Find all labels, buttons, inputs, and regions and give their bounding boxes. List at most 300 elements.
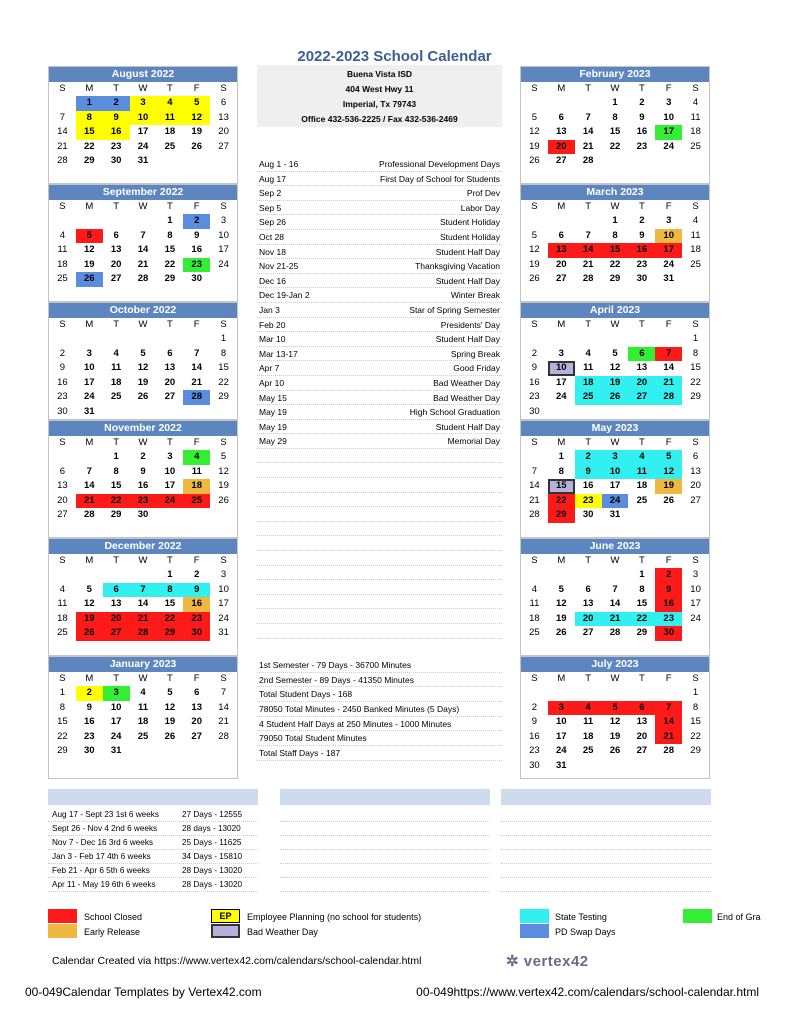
day-cell: 25 <box>582 745 594 757</box>
logo-icon: ✲ <box>506 953 524 970</box>
day-cell: 17 <box>137 126 149 138</box>
day-cell: 3 <box>103 686 130 701</box>
day-cell: 13 <box>191 701 202 713</box>
day-cell: 26 <box>529 155 540 167</box>
day-cell: 7 <box>220 687 227 698</box>
day-cell: 12 <box>218 465 229 477</box>
day-cell: 10 <box>602 465 629 480</box>
day-cell: 18 <box>636 480 648 492</box>
day-cell: 4 <box>575 701 602 716</box>
event-row <box>257 172 502 187</box>
month-grid <box>49 436 237 523</box>
blank-line <box>280 836 490 850</box>
weekday-label: F <box>665 437 672 448</box>
day-cell: 31 <box>137 155 149 167</box>
weekday-label: F <box>665 555 672 566</box>
day-cell: 8 <box>612 111 618 123</box>
day-cell: 8 <box>220 347 227 359</box>
day-cell: 4 <box>692 215 699 226</box>
weekday-label: F <box>193 83 200 94</box>
blank-line <box>257 566 502 581</box>
empty-cell <box>49 214 76 229</box>
day-cell: 23 <box>636 258 648 270</box>
day-cell: 18 <box>137 716 149 728</box>
event-desc: Student Holiday <box>439 217 500 228</box>
event-desc: Memorial Day <box>447 436 500 447</box>
day-cell: 13 <box>582 598 594 610</box>
day-cell: 26 <box>137 391 149 403</box>
weekday-label: M <box>85 201 94 212</box>
weekday-label: S <box>59 673 66 684</box>
day-cell: 17 <box>555 730 567 742</box>
day-cell: 29 <box>110 509 122 521</box>
day-cell: 5 <box>531 229 538 241</box>
legend-testing-label: State Testing <box>555 912 607 922</box>
day-cell: 15 <box>76 125 103 140</box>
day-cell: 6 <box>558 229 564 241</box>
day-cell: 30 <box>57 405 68 417</box>
day-cell: 21 <box>529 494 540 506</box>
day-cell: 4 <box>156 96 183 111</box>
day-cell: 27 <box>582 627 594 639</box>
period-row <box>48 808 258 822</box>
weekday-label: M <box>85 83 94 94</box>
weekday-label: M <box>557 319 566 330</box>
day-cell: 29 <box>690 745 701 757</box>
weekday-label: S <box>220 673 227 684</box>
blank-line <box>257 595 502 610</box>
weekday-label: T <box>166 83 173 94</box>
day-cell: 30 <box>183 626 210 641</box>
day-cell: 3 <box>558 347 564 359</box>
period-row <box>48 864 258 878</box>
empty-cell <box>49 332 76 347</box>
day-cell: 3 <box>548 701 575 716</box>
event-desc: Thanksgiving Vacation <box>415 261 500 272</box>
event-row <box>257 157 502 172</box>
event-date: May 29 <box>259 436 287 447</box>
day-cell: 26 <box>602 390 629 405</box>
weekday-label: S <box>531 437 538 448</box>
event-row <box>257 259 502 274</box>
empty-cell <box>521 568 548 583</box>
day-cell: 14 <box>575 243 602 258</box>
day-cell: 12 <box>609 362 621 374</box>
weekday-label: M <box>85 673 94 684</box>
event-date: Mar 13-17 <box>259 348 298 359</box>
day-cell: 25 <box>636 494 648 506</box>
empty-cell <box>575 214 602 229</box>
weekday-label: W <box>138 319 148 330</box>
day-cell: 6 <box>692 451 699 462</box>
month-september-2022 <box>48 184 238 302</box>
weekday-label: W <box>138 555 148 566</box>
weekday-label: S <box>220 83 227 94</box>
day-cell: 4 <box>585 347 591 359</box>
event-date: Sep 2 <box>259 188 282 199</box>
day-cell: 6 <box>220 97 227 108</box>
weekday-label: T <box>113 673 120 684</box>
legend-end-swatch <box>683 909 712 923</box>
day-cell: 12 <box>164 701 176 713</box>
day-cell: 30 <box>110 155 122 167</box>
weekday-label: M <box>557 437 566 448</box>
weekday-label: S <box>531 83 538 94</box>
day-cell: 1 <box>220 333 227 344</box>
day-cell: 18 <box>529 612 540 624</box>
day-cell: 24 <box>555 391 567 403</box>
month-july-2023 <box>520 656 710 779</box>
event-desc: High School Graduation <box>409 407 500 418</box>
day-cell: 13 <box>110 244 122 256</box>
day-cell: 22 <box>218 376 229 388</box>
day-cell: 12 <box>183 111 210 126</box>
day-cell: 20 <box>218 126 229 138</box>
day-cell: 23 <box>130 494 157 509</box>
event-desc: Spring Break <box>450 348 500 359</box>
period-range: Nov 7 - Dec 16 3rd 6 weeks <box>52 838 154 847</box>
day-cell: 31 <box>663 273 674 285</box>
day-cell: 28 <box>218 730 229 742</box>
day-cell: 14 <box>655 715 682 730</box>
day-cell: 15 <box>110 480 122 492</box>
day-cell: 29 <box>609 273 621 285</box>
legend-closed-label: School Closed <box>84 912 143 922</box>
day-cell: 19 <box>529 140 540 152</box>
blank-line <box>501 808 711 822</box>
weekday-label: M <box>85 555 94 566</box>
weekday-label: T <box>166 555 173 566</box>
weekday-label: W <box>138 437 148 448</box>
day-cell: 27 <box>110 273 122 285</box>
weekday-label: F <box>193 319 200 330</box>
event-date: Apr 7 <box>259 363 280 374</box>
event-date: Aug 17 <box>259 173 286 184</box>
day-cell: 3 <box>167 451 173 462</box>
day-cell: 7 <box>612 583 618 595</box>
weekday-label: S <box>692 83 699 94</box>
stat-row: 2nd Semester - 89 Days - 41350 Minutes <box>257 673 502 688</box>
legend-pdswap-swatch <box>520 924 549 938</box>
day-cell: 16 <box>137 480 149 492</box>
weekday-label: M <box>85 319 94 330</box>
day-cell: 7 <box>140 229 146 241</box>
period-days: 34 Days - 15810 <box>182 852 243 861</box>
day-cell: 20 <box>555 258 567 270</box>
blank-header-bar-2 <box>501 789 711 805</box>
weekday-label: T <box>585 83 592 94</box>
day-cell: 12 <box>555 598 567 610</box>
legend-closed-swatch <box>48 909 77 923</box>
day-cell: 24 <box>110 730 122 742</box>
month-header: August 2022 <box>49 67 237 82</box>
day-cell: 24 <box>218 612 229 624</box>
empty-cell <box>130 568 157 583</box>
periods-header-bar <box>48 789 258 805</box>
day-cell: 19 <box>191 126 202 138</box>
day-cell: 4 <box>692 97 699 108</box>
day-cell: 5 <box>76 229 103 244</box>
blank-line <box>257 522 502 537</box>
day-cell: 22 <box>609 140 621 152</box>
day-cell: 9 <box>103 111 130 126</box>
month-grid <box>49 672 237 759</box>
day-cell: 3 <box>220 569 227 580</box>
month-october-2022 <box>48 302 238 420</box>
weekday-label: S <box>531 555 538 566</box>
period-days: 28 days - 13020 <box>182 824 241 833</box>
day-cell: 15 <box>609 126 621 138</box>
day-cell: 15 <box>690 362 701 374</box>
blank-line <box>501 864 711 878</box>
day-cell: 11 <box>137 701 149 713</box>
day-cell: 6 <box>103 583 130 598</box>
month-header: February 2023 <box>521 67 709 82</box>
empty-cell <box>655 332 682 347</box>
day-cell: 2 <box>655 568 682 583</box>
blank-line <box>501 850 711 864</box>
event-date: May 19 <box>259 407 287 418</box>
period-days: 27 Days - 12555 <box>182 810 243 819</box>
period-days: 28 Days - 13020 <box>182 880 243 889</box>
empty-cell <box>103 568 130 583</box>
day-cell: 21 <box>655 730 682 745</box>
weekday-label: S <box>59 83 66 94</box>
empty-cell <box>49 96 76 111</box>
day-cell: 2 <box>531 347 538 359</box>
day-cell: 6 <box>59 465 66 477</box>
day-cell: 27 <box>164 391 176 403</box>
blank-line <box>257 507 502 522</box>
day-cell: 16 <box>636 126 648 138</box>
weekday-label: S <box>220 319 227 330</box>
day-cell: 14 <box>663 362 674 374</box>
district-name: Buena Vista ISD <box>346 69 413 79</box>
day-cell: 15 <box>690 716 701 728</box>
empty-cell <box>655 686 682 701</box>
month-april-2023 <box>520 302 710 420</box>
month-header: October 2022 <box>49 303 237 318</box>
day-cell: 13 <box>690 465 701 477</box>
day-cell: 24 <box>602 494 629 509</box>
weekday-label: M <box>557 673 566 684</box>
day-cell: 16 <box>655 597 682 612</box>
day-cell: 19 <box>76 612 103 627</box>
month-grid <box>521 318 709 420</box>
day-cell: 24 <box>156 494 183 509</box>
weekday-label: T <box>113 437 120 448</box>
day-cell: 29 <box>636 627 648 639</box>
day-cell: 28 <box>137 273 149 285</box>
day-cell: 30 <box>582 509 594 521</box>
empty-cell <box>575 568 602 583</box>
day-cell: 27 <box>636 745 648 757</box>
day-cell: 19 <box>164 716 176 728</box>
blank-line <box>257 624 502 639</box>
day-cell: 22 <box>548 494 575 509</box>
day-cell: 29 <box>548 508 575 523</box>
day-cell: 8 <box>156 583 183 598</box>
day-cell: 15 <box>636 598 648 610</box>
weekday-label: W <box>610 437 620 448</box>
day-cell: 5 <box>558 583 564 595</box>
day-cell: 19 <box>137 376 149 388</box>
day-cell: 24 <box>218 258 229 270</box>
day-cell: 14 <box>137 244 149 256</box>
blank-line <box>280 878 490 892</box>
weekday-label: S <box>220 201 227 212</box>
event-row <box>257 361 502 376</box>
event-date: Mar 10 <box>259 334 286 345</box>
period-range: Apr 11 - May 19 6th 6 weeks <box>52 880 156 889</box>
day-cell: 10 <box>548 361 575 376</box>
day-cell: 7 <box>59 111 66 123</box>
event-date: Apr 10 <box>259 377 285 388</box>
day-cell: 10 <box>663 111 674 123</box>
day-cell: 23 <box>529 745 540 757</box>
day-cell: 11 <box>57 598 68 610</box>
weekday-label: T <box>166 201 173 212</box>
event-desc: Student Half Day <box>435 421 500 432</box>
day-cell: 22 <box>57 730 68 742</box>
day-cell: 28 <box>582 155 594 167</box>
weekday-label: T <box>113 83 120 94</box>
event-desc: Student Half Day <box>435 334 500 345</box>
empty-cell <box>548 568 575 583</box>
event-row <box>257 201 502 216</box>
day-cell: 26 <box>218 494 229 506</box>
blank-line <box>280 808 490 822</box>
logo-text: vertex42 <box>523 953 589 970</box>
event-row <box>257 434 502 449</box>
event-desc: Presidents' Day <box>440 319 500 330</box>
day-cell: 10 <box>164 465 176 477</box>
day-cell: 25 <box>690 140 701 152</box>
blank-lines-2 <box>501 808 711 892</box>
day-cell: 1 <box>558 451 564 462</box>
empty-cell <box>76 332 103 347</box>
event-row <box>257 274 502 289</box>
day-cell: 27 <box>555 155 567 167</box>
day-cell: 10 <box>555 716 567 728</box>
day-cell: 2 <box>194 569 200 580</box>
day-cell: 20 <box>575 612 602 627</box>
event-row <box>257 332 502 347</box>
footer-right[interactable]: 00-049https://www.vertex42.com/calendars/school-calendar.html <box>416 985 759 999</box>
empty-cell <box>49 568 76 583</box>
day-cell: 10 <box>83 362 95 374</box>
weekday-label: W <box>610 83 620 94</box>
weekday-label: T <box>638 201 645 212</box>
day-cell: 27 <box>103 626 130 641</box>
day-cell: 24 <box>137 140 149 152</box>
weekday-label: S <box>531 319 538 330</box>
day-cell: 20 <box>191 716 202 728</box>
weekday-label: F <box>193 673 200 684</box>
weekday-label: S <box>692 201 699 212</box>
event-date: Dec 19-Jan 2 <box>259 290 310 301</box>
day-cell: 1 <box>692 687 699 698</box>
empty-cell <box>156 332 183 347</box>
day-cell: 24 <box>690 612 701 624</box>
day-cell: 6 <box>628 701 655 716</box>
day-cell: 31 <box>110 745 122 757</box>
month-header: June 2023 <box>521 539 709 554</box>
district-phone: Office 432-536-2225 / Fax 432-536-2469 <box>301 114 458 124</box>
day-cell: 19 <box>555 612 567 624</box>
day-cell: 18 <box>57 612 68 624</box>
empty-cell <box>575 686 602 701</box>
day-cell: 6 <box>628 347 655 362</box>
legend-early-swatch <box>48 924 77 938</box>
weekday-label: S <box>59 555 66 566</box>
weekday-label: T <box>638 555 645 566</box>
period-days: 28 Days - 13020 <box>182 866 243 875</box>
day-cell: 8 <box>692 701 699 713</box>
legend-weather-label: Bad Weather Day <box>247 927 318 937</box>
day-cell: 13 <box>218 111 229 123</box>
month-august-2022 <box>48 66 238 184</box>
day-cell: 19 <box>218 480 229 492</box>
weekday-label: S <box>531 201 538 212</box>
weekday-label: S <box>59 201 66 212</box>
day-cell: 13 <box>548 243 575 258</box>
day-cell: 25 <box>575 390 602 405</box>
stat-row: Total Student Days - 168 <box>257 687 502 702</box>
day-cell: 13 <box>110 598 122 610</box>
day-cell: 21 <box>57 140 68 152</box>
created-via-link[interactable]: Calendar Created via https://www.vertex42.com/calendars/school-calendar.html <box>52 955 422 967</box>
day-cell: 21 <box>137 258 149 270</box>
legend-ep-swatch: EP <box>211 909 240 923</box>
day-cell: 20 <box>164 376 176 388</box>
day-cell: 14 <box>609 598 621 610</box>
weekday-label: T <box>638 83 645 94</box>
weekday-label: T <box>585 201 592 212</box>
day-cell: 28 <box>609 627 621 639</box>
weekday-label: T <box>113 555 120 566</box>
day-cell: 22 <box>609 258 621 270</box>
day-cell: 9 <box>639 229 645 241</box>
day-cell: 4 <box>628 450 655 465</box>
day-cell: 8 <box>113 465 119 477</box>
weekday-label: S <box>59 319 66 330</box>
event-date: May 15 <box>259 392 287 403</box>
month-header: November 2022 <box>49 421 237 436</box>
blank-line <box>501 836 711 850</box>
day-cell: 2 <box>183 214 210 229</box>
day-cell: 19 <box>529 258 540 270</box>
day-cell: 22 <box>690 730 701 742</box>
blank-header-bar-1 <box>280 789 490 805</box>
weekday-label: T <box>166 437 173 448</box>
day-cell: 2 <box>639 97 645 108</box>
day-cell: 8 <box>167 229 173 241</box>
day-cell: 28 <box>183 390 210 405</box>
empty-cell <box>575 332 602 347</box>
day-cell: 17 <box>83 376 95 388</box>
day-cell: 5 <box>140 347 146 359</box>
day-cell: 12 <box>529 244 540 256</box>
day-cell: 23 <box>183 258 210 273</box>
day-cell: 9 <box>59 362 66 374</box>
legend-weather-swatch <box>211 924 240 938</box>
day-cell: 26 <box>191 140 202 152</box>
day-cell: 15 <box>548 479 575 494</box>
weekday-label: T <box>585 319 592 330</box>
month-grid <box>521 82 709 169</box>
event-date: Feb 20 <box>259 319 286 330</box>
